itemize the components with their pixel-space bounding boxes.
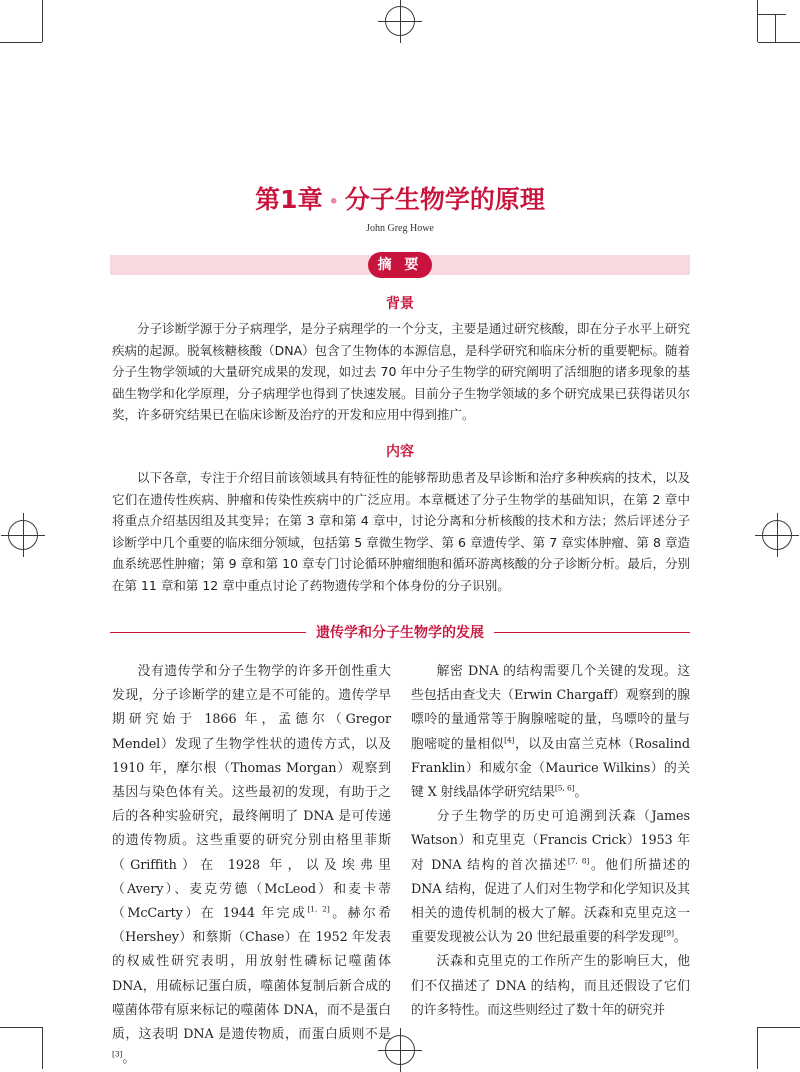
body-paragraph: 解密 DNA 的结构需要几个关键的发现。这些包括由查戈夫（Erwin Chargaff）观察到的腺嘌呤的量通常等于胸腺嘧啶的量，鸟嘌呤的量与胞嘧啶的量相似[4]，以及由富兰克林（Rosalind Franklin）和威尔金（Maurice Wilkins）的关键 X 射线晶体学研究结果[5, 6]。 <box>411 664 690 801</box>
background-paragraph: 分子诊断学源于分子病理学，是分子病理学的一个分支，主要是通过研究核酸，即在分子水平上研究疾病的起源。脱氧核糖核酸（DNA）包含了生物体的本源信息，是科学研究和临床分析的重要靶标。随着分子生物学领域的大量研究成果的发现，如过去 70 年中分子生物学的研究阐明了活细胞的诸多现象的基础生物学和化学原理，分子病理学也得到了快速发展。目前分子生物学领域的多个研究成果已获得诺贝尔奖，许多研究结果已在临床诊断及治疗的开发和应用中得到推广。 <box>112 321 690 423</box>
registration-mark-top <box>385 6 415 36</box>
abstract-label: 摘 要 <box>368 252 432 278</box>
section-heading <box>110 622 690 644</box>
background-heading: 背景 <box>386 296 414 312</box>
right-column <box>411 660 690 1023</box>
registration-mark-left <box>8 520 38 550</box>
chapter-title <box>0 180 800 216</box>
citation: [5, 6] <box>554 783 575 793</box>
chapter-name: 分子生物学的原理 <box>344 185 545 214</box>
citation: [1, 2] <box>307 904 330 914</box>
citation: [9] <box>663 928 674 938</box>
body-paragraph: 分子生物学的历史可追溯到沃森（James Watson）和克里克（Francis Crick）1953 年对 DNA 结构的首次描述[7, 8]。他们所描述的 DNA 结构，促进了人们对生物学和化学知识及其相关的遗传机制的极大了解。沃森和克里克这一重要发现被公认为 20 世纪最重要的科学发现[9]。 <box>411 809 690 946</box>
citation: [4] <box>504 735 515 745</box>
content-paragraph: 以下各章，专注于介绍目前该领域具有特征性的能够帮助患者及早诊断和治疗多种疾病的技术，以及它们在遗传性疾病、肿瘤和传染性疾病中的广泛应用。本章概述了分子生物学的基础知识，在第 2 章中将重点介绍基因组及其变异；在第 3 章和第 4 章中，讨论分离和分析核酸的技术和方法；然后评述分子诊断学中几个重要的临床细分领域，包括第 5 章微生物学、第 6 章遗传学、第 7 章实体肿瘤、第 8 章造血系统恶性肿瘤；第 9 章和第 10 章专门讨论循环肿瘤细胞和循环游离核酸的分子诊断分析。最后，分别在第 11 章和第 12 章中重点讨论了药物遗传学和个体身份的分子识别。 <box>112 470 690 593</box>
chapter-separator: • <box>328 191 339 211</box>
citation: [3] <box>112 1049 123 1059</box>
body-paragraph: 没有遗传学和分子生物学的许多开创性重大发现，分子诊断学的建立是不可能的。遗传学早期研究始于 1866 年，孟德尔（Gregor Mendel）发现了生物学性状的遗传方式，以及 1910 年，摩尔根（Thomas Morgan）观察到基因与染色体有关。这些最初的发现，有助于之后的各种实验研究，最终阐明了 DNA 是可传递的遗传物质。这些重要的研究分别由格里菲斯（Griffith）在 1928 年，以及埃弗里（Avery）、麦克劳德（McLeod）和麦卡蒂（McCarty）在 1944 年完成[1, 2]。赫尔希（Hershey）和蔡斯（Chase）在 1952 年发表的权威性研究表明，用放射性磷标记噬菌体 DNA，用硫标记蛋白质，噬菌体复制后新合成的噬菌体带有原来标记的噬菌体 DNA，而不是蛋白质，这表明 DNA 是遗传物质，而蛋白质则不是[3]。 <box>112 664 391 1067</box>
left-column <box>112 660 391 1071</box>
citation: [7, 8] <box>567 856 590 866</box>
body-paragraph: 沃森和克里克的工作所产生的影响巨大，他们不仅描述了 DNA 的结构，而且还假设了它们的许多特性。而这些则经过了数十年的研究并 <box>411 954 690 1018</box>
chapter-number: 第1章 <box>255 185 323 214</box>
content-text <box>112 467 690 597</box>
registration-mark-right <box>762 520 792 550</box>
abstract-band <box>110 255 690 275</box>
content-heading: 内容 <box>386 444 414 460</box>
author-name: John Greg Howe <box>366 223 434 234</box>
section-title: 遗传学和分子生物学的发展 <box>306 625 494 641</box>
background-text <box>112 318 690 426</box>
